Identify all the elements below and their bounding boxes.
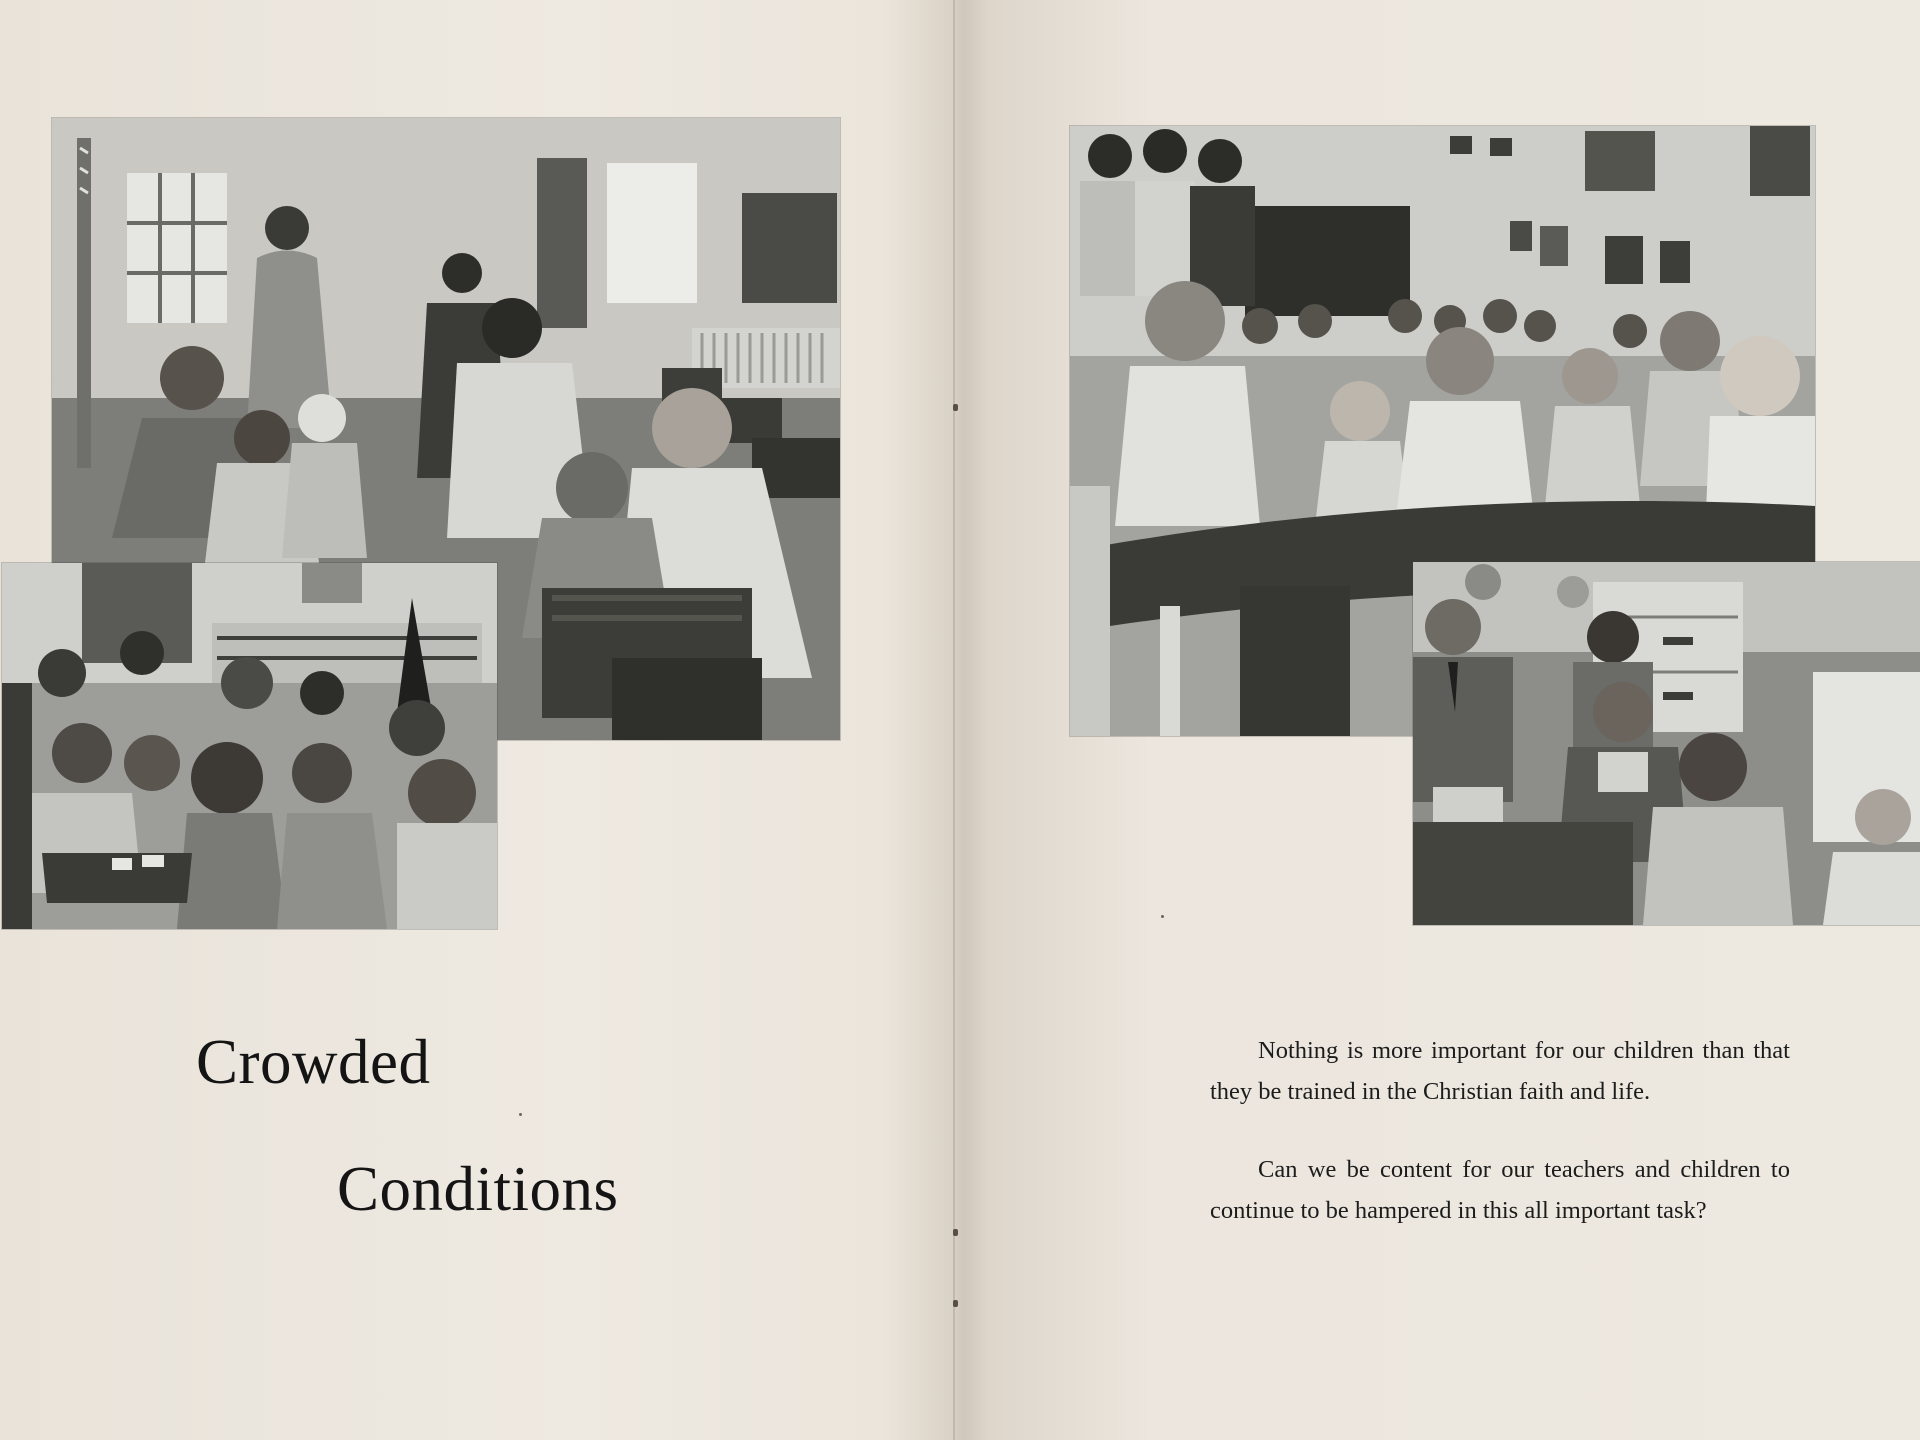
paper-speck [519, 1113, 522, 1116]
photo-children-at-desks [2, 563, 497, 929]
body-copy [1210, 1030, 1790, 1231]
heading-conditions: Conditions [337, 1154, 619, 1224]
paper-speck [1161, 915, 1164, 918]
paragraph-teachers-children: Can we be content for our teachers and children to continue to be hampered in this all important task? [1210, 1156, 1790, 1224]
heading-crowded: Crowded [196, 1027, 431, 1097]
photo-boys-with-teacher-image [1413, 562, 1920, 925]
photo-boys-with-teacher [1413, 562, 1920, 925]
left-page [0, 0, 955, 1440]
right-page [955, 0, 1920, 1440]
paragraph-christian-faith: Nothing is more important for our children than that they be trained in the Christian faith and life. [1210, 1037, 1790, 1105]
photo-children-at-desks-image [2, 563, 497, 929]
